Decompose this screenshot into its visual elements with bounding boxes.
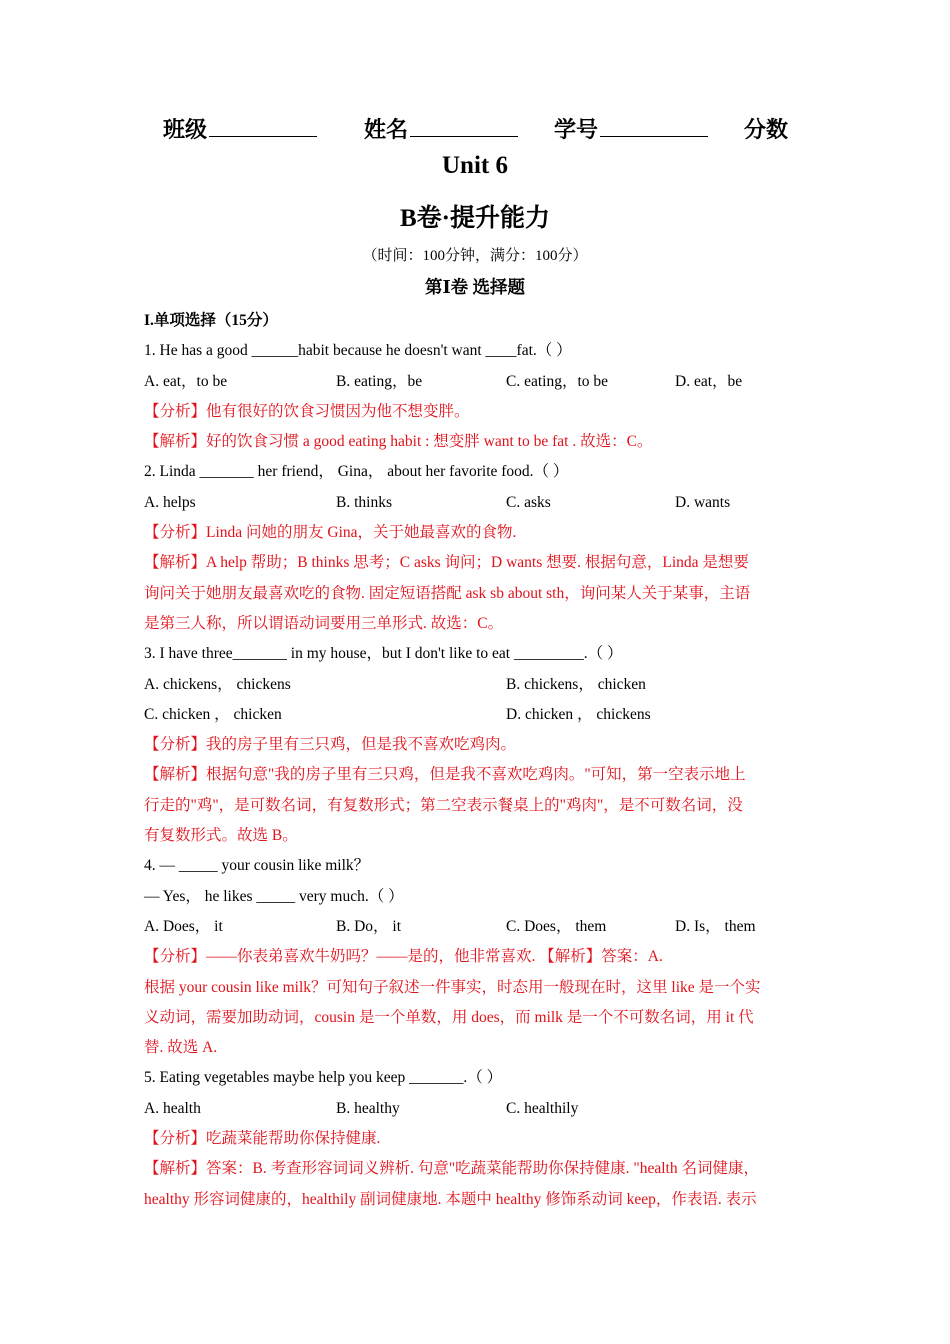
name-label: 姓名 xyxy=(364,117,409,142)
unit-title: Unit 6 xyxy=(442,152,508,179)
q5-explanation-line: 【解析】答案：B. 考查形容词词义辨析. 句意"吃蔬菜能帮助你保持健康. "health 名词健康， xyxy=(144,1160,759,1178)
q2-explanation-line: 是第三人称，所以谓语动词要用三单形式. 故选：C。 xyxy=(144,614,504,632)
score-label: 分数 xyxy=(744,117,789,142)
paper-subtitle: B卷·提升能力 xyxy=(399,205,550,232)
q2-analysis: 【分析】Linda 问她的朋友 Gina，关于她最喜欢的食物. xyxy=(144,524,517,542)
student-id-blank[interactable] xyxy=(600,114,708,137)
q2-option-a[interactable]: A. helps xyxy=(144,493,196,511)
student-id-label: 学号 xyxy=(554,117,599,142)
student-id-field[interactable] xyxy=(554,113,708,144)
q3-explanation-line: 行走的"鸡"，是可数名词，有复数形式；第二空表示餐桌上的"鸡肉"，是不可数名词，没 xyxy=(144,796,743,814)
q4-explanation-line: 替. 故选 A. xyxy=(144,1039,218,1057)
q1-explanation-line: 【解析】好的饮食习惯 a good eating habit : 想变胖 want to be fat . 故选：C。 xyxy=(144,433,653,451)
q5-option-a[interactable]: A. health xyxy=(144,1099,201,1117)
time-note: （时间：100分钟，满分：100分） xyxy=(362,248,588,264)
q3-analysis: 【分析】我的房子里有三只鸡，但是我不喜欢吃鸡肉。 xyxy=(144,736,517,754)
q3-option-a[interactable]: A. chickens， chickens xyxy=(144,675,291,693)
question-list xyxy=(144,306,814,1215)
q1-option-c[interactable]: C. eating，to be xyxy=(506,372,609,390)
q3-options-row-1 xyxy=(144,670,814,700)
section-title: I.单项选择（15分） xyxy=(144,312,278,329)
q1-option-a[interactable]: A. eat，to be xyxy=(144,372,228,390)
q4-option-b[interactable]: B. Do， it xyxy=(336,917,402,935)
q2-options xyxy=(144,488,814,518)
q1-option-b[interactable]: B. eating，be xyxy=(336,372,423,390)
q3-option-c[interactable]: C. chicken ， chicken xyxy=(144,705,282,723)
q2-explanation-line: 询问关于她朋友最喜欢吃的食物. 固定短语搭配 ask sb about sth，询问某人关于某事，主语 xyxy=(144,584,751,602)
q3-option-b[interactable]: B. chickens， chicken xyxy=(506,675,646,693)
q4-analysis: 【分析】——你表弟喜欢牛奶吗？——是的，他非常喜欢. 【解析】答案：A. xyxy=(144,948,663,966)
q3-options-row-2 xyxy=(144,700,814,730)
q2-option-d[interactable]: D. wants xyxy=(675,493,731,511)
q4-option-c[interactable]: C. Does， them xyxy=(506,917,607,935)
q4-options xyxy=(144,912,814,942)
q4-explanation-line: 义动词，需要加助动词，cousin 是一个单数，用 does，而 milk 是一个不可数名词，用 it 代 xyxy=(144,1008,754,1026)
q4-stem: 4. — _____ your cousin like milk？ xyxy=(144,857,370,875)
q5-explanation-line: healthy 形容词健康的，healthily 副词健康地. 本题中 healthy 修饰系动词 keep，作表语. 表示 xyxy=(144,1190,757,1208)
q1-options xyxy=(144,367,814,397)
q4-explanation-line: 根据 your cousin like milk？可知句子叙述一件事实，时态用一般现在时，这里 like 是一个实 xyxy=(144,978,761,996)
q4-stem-reply: — Yes， he likes _____ very much.（ ） xyxy=(144,887,404,905)
q5-stem: 5. Eating vegetables maybe help you keep _______.（ ） xyxy=(144,1069,503,1087)
name-blank[interactable] xyxy=(410,114,518,137)
q2-option-c[interactable]: C. asks xyxy=(506,493,551,511)
name-field[interactable] xyxy=(364,113,518,144)
q4-option-d[interactable]: D. Is， them xyxy=(675,917,756,935)
q5-analysis: 【分析】吃蔬菜能帮助你保持健康. xyxy=(144,1130,381,1148)
class-blank[interactable] xyxy=(209,114,317,137)
score-field xyxy=(744,113,788,144)
class-field[interactable] xyxy=(163,113,317,144)
student-info-header xyxy=(0,113,950,145)
q3-explanation-line: 有复数形式。故选 B。 xyxy=(144,827,298,845)
q2-explanation-line: 【解析】A help 帮助；B thinks 思考；C asks 询问；D wants 想要. 根据句意，Linda 是想要 xyxy=(144,554,749,572)
q1-stem: 1. He has a good ______habit because he doesn't want ____fat.（ ） xyxy=(144,342,572,360)
q5-option-b[interactable]: B. healthy xyxy=(336,1099,400,1117)
q1-option-d[interactable]: D. eat，be xyxy=(675,372,743,390)
q2-option-b[interactable]: B. thinks xyxy=(336,493,392,511)
q5-option-c[interactable]: C. healthily xyxy=(506,1099,579,1117)
q3-explanation-line: 【解析】根据句意"我的房子里有三只鸡，但是我不喜欢吃鸡肉。"可知，第一空表示地上 xyxy=(144,766,746,784)
q3-stem: 3. I have three_______ in my house，but I don't like to eat _________.（ ） xyxy=(144,645,623,663)
q4-option-a[interactable]: A. Does， it xyxy=(144,917,223,935)
q5-options xyxy=(144,1094,814,1124)
q1-analysis: 【分析】他有很好的饮食习惯因为他不想变胖。 xyxy=(144,402,470,420)
class-label: 班级 xyxy=(163,117,208,142)
q2-stem: 2. Linda _______ her friend， Gina， about her favorite food.（ ） xyxy=(144,463,569,481)
part-title: 第Ⅰ卷 选择题 xyxy=(424,277,526,297)
q3-option-d[interactable]: D. chicken ， chickens xyxy=(506,705,651,723)
